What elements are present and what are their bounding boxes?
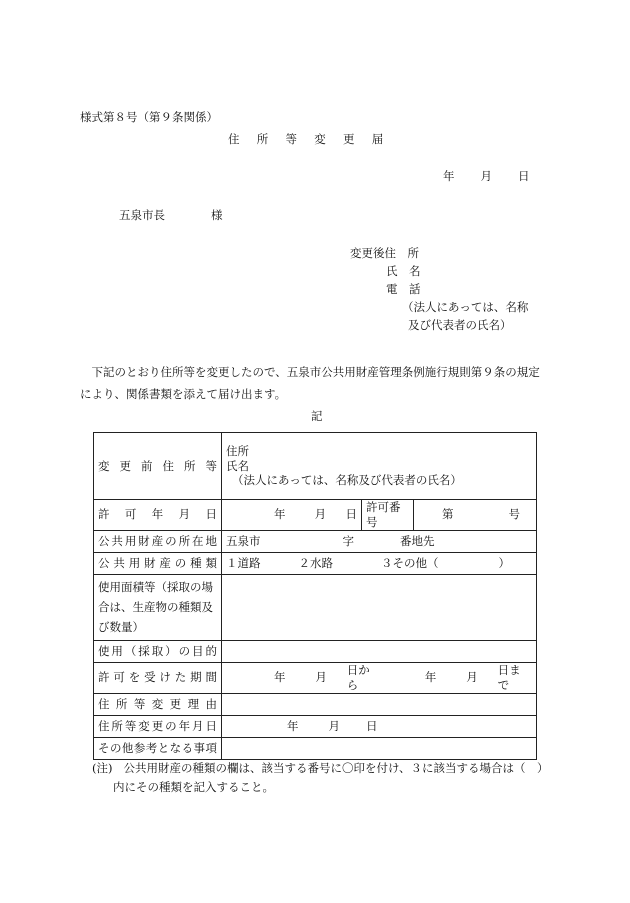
permit-no-prefix: 第 [442,507,454,522]
location-banchi: 番地先 [400,533,435,548]
applicant-address-label[interactable]: 変更後住 所 [350,246,419,260]
change-date-label-cell [94,715,222,737]
purpose-label-cell [94,640,222,662]
type-label-cell [94,552,222,574]
period-from-day: 日から [346,662,370,692]
permit-month: 月 [314,507,327,522]
note-line2: 内にその種類を記入すること。 [113,780,274,794]
applicant-corp-note-2: 及び代表者の氏名） [408,318,512,332]
applicant-corp-note-1: （法人にあっては、名称 [402,300,529,314]
table-row [94,530,537,552]
table-row [94,640,537,662]
document-title: 住 所 等 変 更 届 [228,132,387,146]
change-day: 日 [366,718,378,733]
type-option-road[interactable]: １道路 [226,555,261,570]
table-row [94,500,537,531]
prev-address-line2: 氏名 [226,458,249,473]
purpose-label: 使用（採取）の目的 [98,643,217,658]
permit-no-label: 許可番号 [366,500,401,529]
table-row [94,693,537,715]
period-value-cell[interactable] [222,662,537,693]
date-month-label: 月 [480,169,492,183]
location-label: 公共用財産の所在地 [98,533,217,548]
reason-label-cell [94,693,222,715]
table-row [94,715,537,737]
applicant-name-label[interactable]: 氏 名 [386,264,421,278]
type-option-waterway[interactable]: ２水路 [298,555,333,570]
submission-date[interactable] [443,170,530,184]
other-value-cell[interactable] [222,737,537,759]
period-label-cell [94,662,222,693]
area-label-cell [94,574,222,640]
other-label: その他参考となる事項 [98,740,217,755]
period-from-month: 月 [315,670,327,685]
details-table [93,432,537,760]
addressee-name: 五泉市長 [119,208,165,222]
table-row [94,737,537,759]
permit-date-value-cell[interactable] [222,500,362,531]
period-label: 許可を受けた期間 [98,670,217,685]
note-line1: 公共用財産の種類の欄は、該当する番号に〇印を付け、３に該当する場合は（ ） [123,761,549,775]
change-date-value-cell[interactable] [222,715,537,737]
change-date-label: 住所等変更の年月日 [98,718,217,733]
permit-year: 年 [274,507,286,522]
reason-value-cell[interactable] [222,693,537,715]
period-to-month: 月 [466,670,478,685]
permit-no-label-cell [362,500,414,531]
prev-address-value-cell[interactable] [222,433,537,500]
prev-address-label: 変更前住所等 [98,458,217,473]
prev-address-label-cell [94,433,222,500]
permit-date-label-cell [94,500,222,531]
prev-address-line3: （法人にあっては、名称及び代表者の氏名） [232,473,462,488]
period-from-year: 年 [274,670,286,685]
location-label-cell [94,530,222,552]
form-number: 様式第８号（第９条関係） [80,110,218,124]
footnote [92,759,552,797]
change-month: 月 [328,718,340,733]
period-to-day: 日まで [497,662,521,692]
other-label-cell [94,737,222,759]
period-to-year: 年 [424,670,437,685]
location-aza: 字 [342,533,354,548]
type-label: 公共用財産の種類 [98,555,217,570]
table-row [94,552,537,574]
addressee [119,209,223,223]
purpose-value-cell[interactable] [222,640,537,662]
body-text: 下記のとおり住所等を変更したので、五泉市公共用財産管理条例施行規則第９条の規定により、関係書類を添えて届け出ます。 [80,365,540,401]
location-value-cell[interactable] [222,530,537,552]
table-row [94,662,537,693]
area-value-cell[interactable] [222,574,537,640]
table-row [94,574,537,640]
area-label: 使用面積等（採取の場合は、生産物の種類及び数量） [98,580,213,635]
table-row [94,433,537,500]
type-value-cell[interactable] [222,552,537,574]
permit-no-value-cell[interactable] [414,500,537,531]
addressee-honorific: 様 [211,208,223,222]
date-year-label: 年 [443,169,455,183]
applicant-block [350,244,528,334]
location-city: 五泉市 [226,533,261,548]
permit-no-suffix: 号 [508,507,521,522]
permit-date-label: 許可年月日 [98,507,217,522]
ki-heading: 記 [311,409,323,423]
note-prefix: (注) [92,761,113,775]
type-option-other-close: ） [498,555,510,570]
permit-day: 日 [345,507,357,522]
reason-label: 住所等変更理由 [98,696,217,711]
prev-address-line1: 住所 [226,443,249,458]
change-year: 年 [287,718,299,733]
type-option-other[interactable]: ３その他（ [381,555,439,570]
applicant-phone-label[interactable]: 電 話 [386,282,421,296]
date-day-label: 日 [518,169,530,183]
